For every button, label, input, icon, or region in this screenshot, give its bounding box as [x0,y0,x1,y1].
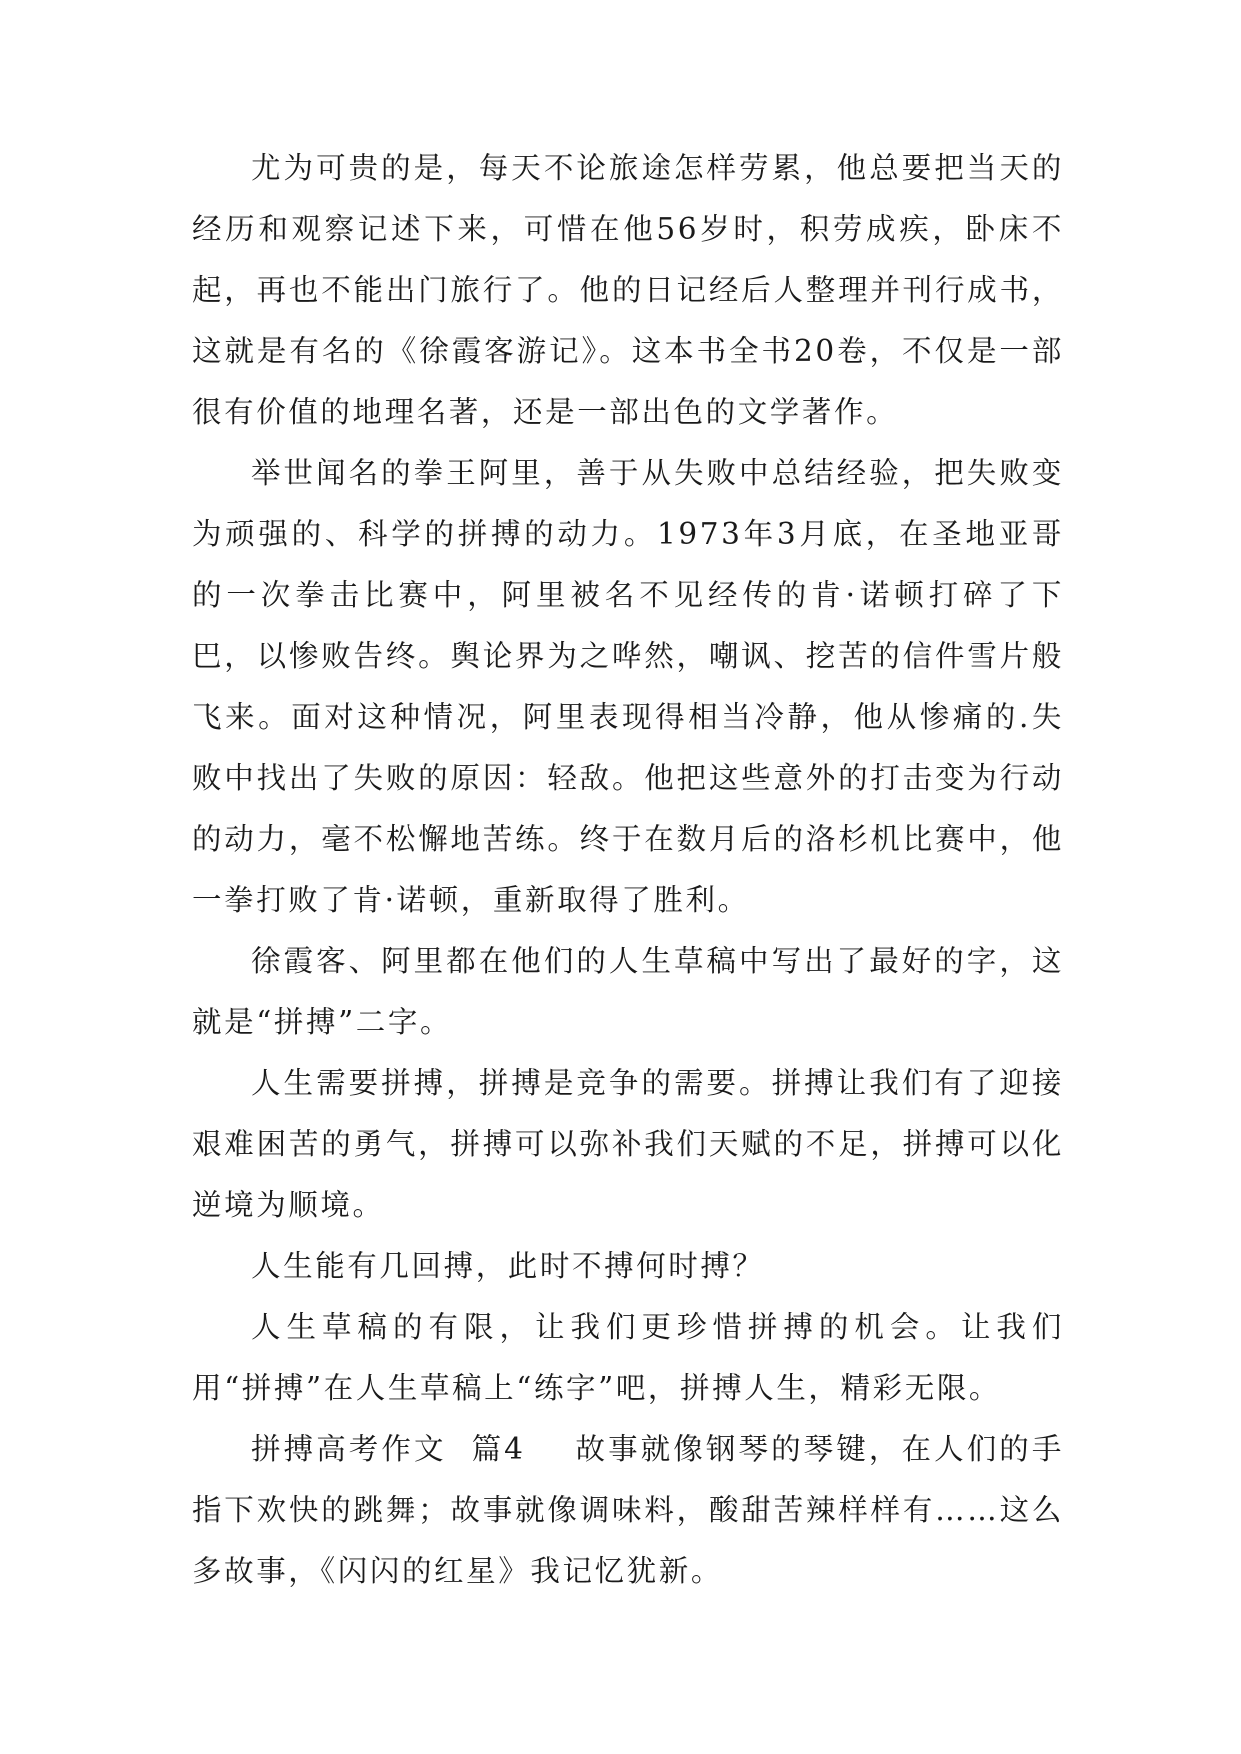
paragraph-essay-4-start: 拼搏高考作文 篇4 故事就像钢琴的琴键，在人们的手指下欢快的跳舞；故事就像调味料，酸甜苦辣样样有……这么多故事，《闪闪的红星》我记忆犹新。 [192,1432,1064,1588]
paragraph-rhetorical-question: 人生能有几回搏，此时不搏何时搏？ [251,1249,765,1283]
paragraph-cherish-chance: 人生草稿的有限，让我们更珍惜拼搏的机会。让我们用“拼搏”在人生草稿上“练字”吧，拼搏人生，精彩无限。 [192,1310,1064,1405]
paragraph-xu-xiake-diary: 尤为可贵的是，每天不论旅途怎样劳累，他总要把当天的经历和观察记述下来，可惜在他56岁时，积劳成疾，卧床不起，再也不能出门旅行了。他的日记经后人整理并刊行成书，这就是有名的《徐霞客游记》。这本书全书20卷，不仅是一部很有价值的地理名著，还是一部出色的文学著作。 [192,151,1064,429]
document-body [192,138,1064,1602]
paragraph-life-needs-struggle: 人生需要拼搏，拼搏是竞争的需要。拼搏让我们有了迎接艰难困苦的勇气，拼搏可以弥补我们天赋的不足，拼搏可以化逆境为顺境。 [192,1066,1064,1222]
paragraph-best-word: 徐霞客、阿里都在他们的人生草稿中写出了最好的字，这就是“拼搏”二字。 [192,944,1064,1039]
paragraph-ali-boxing: 举世闻名的拳王阿里，善于从失败中总结经验，把失败变为顽强的、科学的拼搏的动力。1973年3月底，在圣地亚哥的一次拳击比赛中，阿里被名不见经传的肯·诺顿打碎了下巴，以惨败告终。舆论界为之哗然，嘲讽、挖苦的信件雪片般飞来。面对这种情况，阿里表现得相当冷静，他从惨痛的.失败中找出了失败的原因：轻敌。他把这些意外的打击变为行动的动力，毫不松懈地苦练。终于在数月后的洛杉机比赛中，他一拳打败了肯·诺顿，重新取得了胜利。 [192,456,1064,917]
